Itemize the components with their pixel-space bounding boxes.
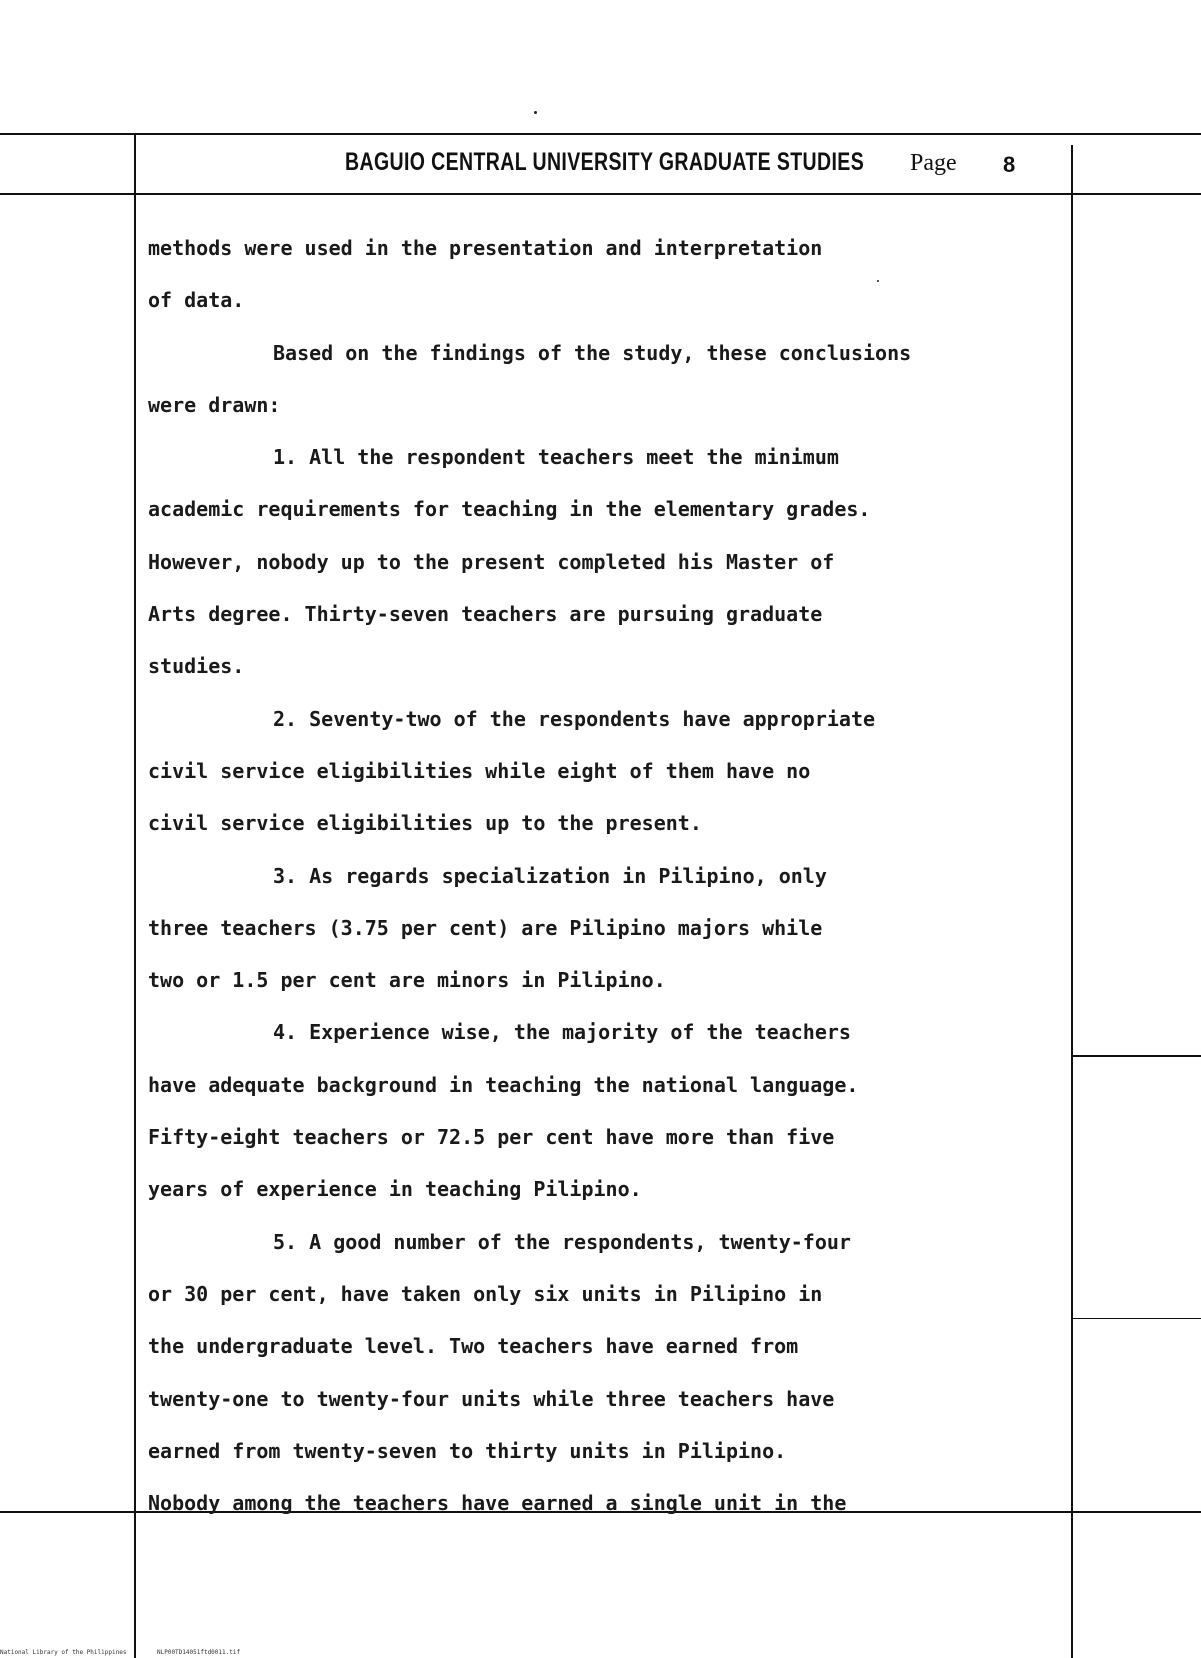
body-line: However, nobody up to the present completed his Master of xyxy=(148,549,835,574)
body-line: academic requirements for teaching in the elementary grades. xyxy=(148,497,871,522)
body-line: or 30 per cent, have taken only six units in Pilipino in xyxy=(148,1281,823,1306)
right-side-rule-2 xyxy=(1073,1318,1201,1319)
right-margin-rule xyxy=(1071,145,1073,1658)
body-line: civil service eligibilities while eight of them have no xyxy=(148,758,811,783)
body-line: civil service eligibilities up to the present. xyxy=(148,811,702,836)
body-line: Nobody among the teachers have earned a single unit in the xyxy=(148,1491,847,1516)
page-label: Page xyxy=(910,150,957,176)
paragraph-start-line: Based on the findings of the study, these conclusions xyxy=(273,340,912,365)
header-bottom-rule-left xyxy=(0,193,135,195)
body-line: of data. xyxy=(148,288,245,313)
footer-library-credit: National Library of the Philippines xyxy=(0,1649,127,1656)
conclusion-2-start: 2. Seventy-two of the respondents have appropriate xyxy=(273,706,876,731)
body-line: years of experience in teaching Pilipino. xyxy=(148,1177,642,1202)
conclusion-1-start: 1. All the respondent teachers meet the minimum xyxy=(273,445,839,470)
header-bottom-rule xyxy=(135,193,1070,195)
body-line: three teachers (3.75 per cent) are Pilipino majors while xyxy=(148,915,823,940)
body-line: studies. xyxy=(148,654,245,679)
conclusion-5-start: 5. A good number of the respondents, twenty-four xyxy=(273,1229,851,1254)
conclusion-4-start: 4. Experience wise, the majority of the teachers xyxy=(273,1020,851,1045)
footer-file-name: NLP00TD14051ftd0011.tif xyxy=(157,1649,241,1656)
header-bottom-rule-right xyxy=(1070,193,1201,195)
speck-top xyxy=(534,111,537,114)
body-line: Arts degree. Thirty-seven teachers are pursuing graduate xyxy=(148,602,823,627)
body-line: two or 1.5 per cent are minors in Pilipino. xyxy=(148,968,666,993)
body-line: twenty-one to twenty-four units while three teachers have xyxy=(148,1386,835,1411)
body-line: Fifty-eight teachers or 72.5 per cent have more than five xyxy=(148,1125,835,1150)
page-number: 8 xyxy=(1003,152,1016,177)
body-line: earned from twenty-seven to thirty units in Pilipino. xyxy=(148,1438,787,1463)
top-border-rule xyxy=(0,133,1201,135)
page-header-title: BAGUIO CENTRAL UNIVERSITY GRADUATE STUDIES xyxy=(345,148,865,176)
document-body xyxy=(148,222,1068,1529)
body-line: were drawn: xyxy=(148,392,281,417)
body-line: methods were used in the presentation and interpretation xyxy=(148,236,823,260)
body-line: have adequate background in teaching the national language. xyxy=(148,1072,859,1097)
right-side-rule-1 xyxy=(1073,1055,1201,1057)
conclusion-3-start: 3. As regards specialization in Pilipino, only xyxy=(273,863,827,888)
body-line: the undergraduate level. Two teachers have earned from xyxy=(148,1334,799,1359)
left-margin-rule xyxy=(134,133,136,1658)
